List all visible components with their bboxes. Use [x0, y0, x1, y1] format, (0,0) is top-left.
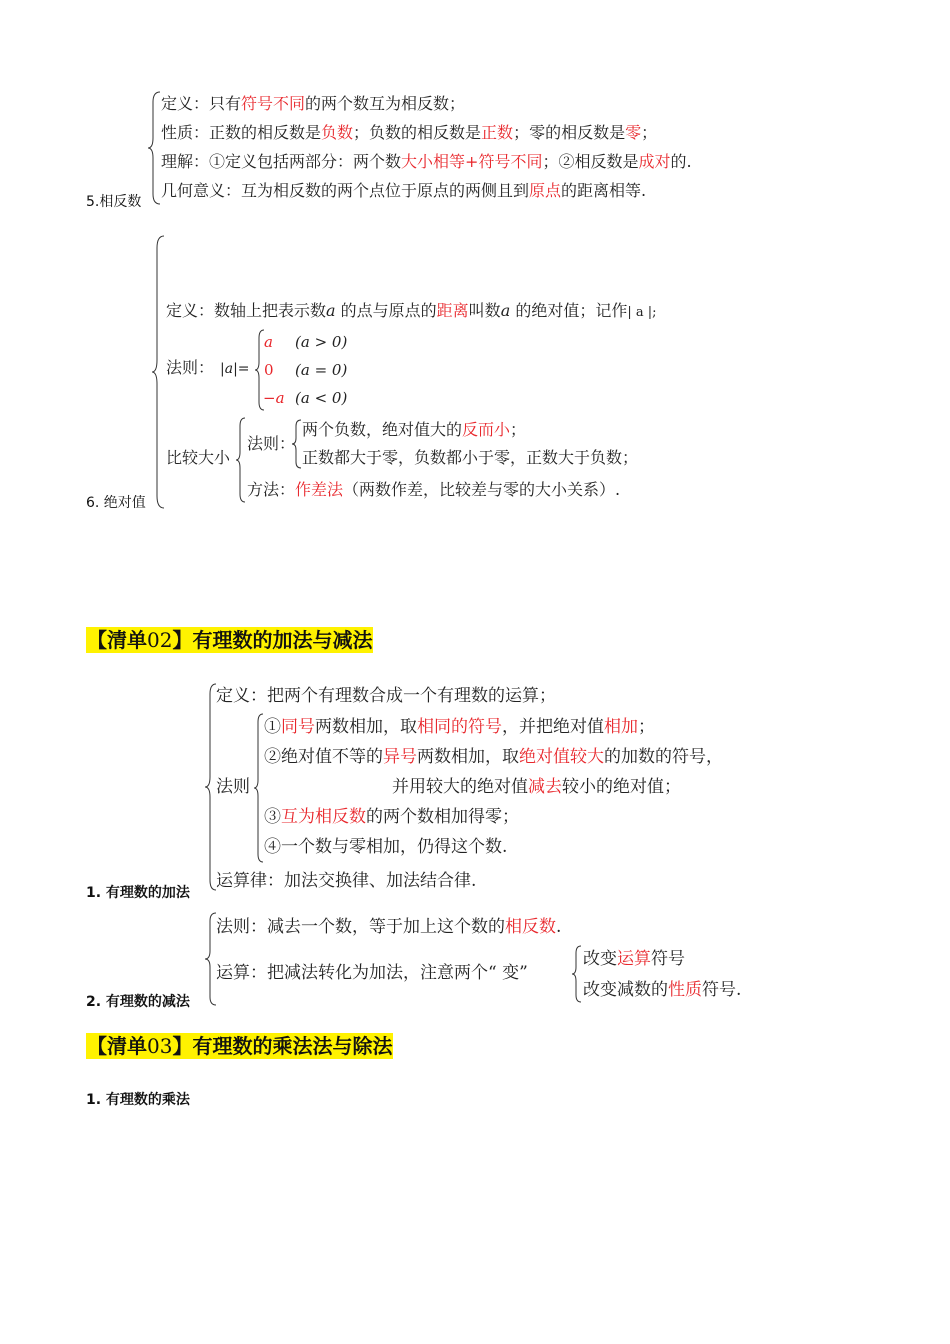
text: ③	[264, 807, 281, 827]
brace-addition-rules	[254, 714, 264, 862]
multiplication-label: 1. 有理数的乘法	[86, 1092, 190, 1108]
highlight: 符号不同	[478, 152, 543, 171]
case-condition: (a = 0)	[295, 361, 348, 379]
heading-title: 】有理数的乘法法与除法	[172, 1034, 393, 1058]
compare-rule-negatives	[302, 420, 526, 440]
addition-rule-1	[264, 716, 655, 738]
subtraction-operation: 运算：把减法转化为加法，注意两个“ 变”	[216, 963, 528, 983]
compare-method	[247, 480, 620, 500]
case-condition: (a < 0)	[295, 389, 348, 407]
highlight: 性质	[668, 980, 702, 1000]
sec6-compare-rule-label: 法则：	[247, 434, 296, 453]
change-subtrahend-sign	[583, 979, 741, 1001]
text: 法则：减去一个数，等于加上这个数的	[216, 917, 505, 937]
sec5-property	[161, 123, 657, 143]
subtraction-rule	[216, 916, 561, 938]
brace-sec6	[154, 236, 166, 508]
highlight: 同号	[281, 717, 315, 737]
highlight: 负数	[321, 123, 354, 142]
text: 的距离相等.	[561, 181, 647, 200]
sec6-compare-label: 比较大小	[166, 448, 231, 467]
text: ；	[510, 420, 527, 439]
text: （两数作差，比较差与零的大小关系）.	[343, 480, 621, 499]
highlight: 原点	[529, 181, 562, 200]
heading-list-02	[86, 627, 373, 653]
text: 改变减数的	[583, 980, 668, 1000]
text: 的两个数互为相反数；	[305, 94, 466, 113]
text: 较小的绝对值；	[562, 777, 681, 797]
text: 定义：数轴上把表示数	[166, 301, 327, 320]
highlight: 绝对值较大	[519, 747, 604, 767]
case-value: 0	[264, 361, 274, 379]
text: 两数相加，取	[315, 717, 417, 737]
highlight: 互为相反数	[281, 807, 366, 827]
case-condition: (a > 0)	[295, 333, 348, 351]
highlight: 反而小	[462, 420, 511, 439]
case-value: a	[264, 333, 273, 351]
highlight: 相反数	[505, 917, 556, 937]
variable: a	[500, 301, 511, 320]
addition-rule-2	[264, 746, 723, 768]
subtraction-label: 2. 有理数的减法	[86, 994, 190, 1010]
text: .	[556, 917, 562, 937]
text: 改变	[583, 949, 617, 969]
addition-rule-label: 法则	[216, 777, 250, 797]
sec6-rule-lhs: |a|=	[220, 361, 250, 377]
variable: a	[326, 301, 336, 320]
highlight: +	[465, 152, 479, 171]
sec6-rule-label: 法则：	[166, 358, 215, 377]
text: 的点与原点的	[335, 301, 437, 320]
sec5-geometric-meaning	[161, 181, 646, 201]
highlight: 减去	[528, 777, 562, 797]
text: 方法：	[247, 480, 296, 499]
text: 两个负数，绝对值大的	[302, 420, 463, 439]
text: 的加数的符号，	[604, 747, 723, 767]
sec5-label: 5.相反数	[86, 194, 142, 210]
heading-bracket: 【清单	[87, 1034, 147, 1058]
text: ；②相反数是	[542, 152, 639, 171]
text: 性质：正数的相反数是	[161, 123, 322, 142]
brace-compare	[236, 418, 246, 502]
text: 定义：只有	[161, 94, 242, 113]
sec6-label: 6. 绝对值	[86, 495, 146, 511]
brace-compare-rule	[292, 420, 302, 468]
addition-rule-3	[264, 806, 519, 828]
addition-label: 1. 有理数的加法	[86, 885, 190, 901]
text: ；	[641, 123, 658, 142]
highlight: 距离	[436, 301, 469, 320]
brace-subtraction-changes	[572, 946, 582, 1002]
text: 的.	[670, 152, 692, 171]
highlight: 成对	[638, 152, 671, 171]
compare-rule-signs: 正数都大于零，负数都小于零，正数大于负数；	[302, 448, 639, 467]
text: 两数相加，取	[417, 747, 519, 767]
addition-rule-2-cont	[392, 776, 681, 798]
text: ；负数的相反数是	[353, 123, 482, 142]
highlight: 作差法	[295, 480, 344, 499]
text: 几何意义：互为相反数的两个点位于原点的两侧且到	[161, 181, 530, 200]
heading-title: 】有理数的加法与减法	[172, 628, 373, 652]
text: ；零的相反数是	[513, 123, 626, 142]
abs-notation: | a |;	[627, 305, 657, 320]
sec5-definition	[161, 94, 465, 114]
text: ②绝对值不等的	[264, 747, 383, 767]
addition-rule-4: ④一个数与零相加，仍得这个数.	[264, 837, 508, 857]
case-value: −a	[263, 389, 285, 407]
highlight: 异号	[383, 747, 417, 767]
text: 符号.	[702, 980, 742, 1000]
text: 理解：①定义包括两部分：两个数	[161, 152, 402, 171]
highlight: 正数	[481, 123, 514, 142]
heading-list-03	[86, 1033, 393, 1059]
text: 符号	[651, 949, 685, 969]
highlight: 符号不同	[241, 94, 306, 113]
highlight: 零	[625, 123, 642, 142]
addition-definition: 定义：把两个有理数合成一个有理数的运算；	[216, 686, 556, 706]
highlight: 运算	[617, 949, 651, 969]
sec5-understanding	[161, 152, 692, 172]
addition-law: 运算律：加法交换律、加法结合律.	[216, 871, 477, 891]
change-operator-sign	[583, 948, 685, 970]
highlight: 相加	[604, 717, 638, 737]
text: 并用较大的绝对值	[392, 777, 528, 797]
heading-number: 02	[147, 628, 173, 652]
text: 叫数	[468, 301, 501, 320]
text: 的绝对值；记作	[510, 301, 628, 320]
text: ；	[638, 717, 655, 737]
highlight: 大小相等	[401, 152, 466, 171]
sec6-definition	[166, 301, 656, 323]
text: ①	[264, 717, 281, 737]
highlight: 相同的符号	[417, 717, 502, 737]
text: ，并把绝对值	[502, 717, 604, 737]
text: 的两个数相加得零；	[366, 807, 519, 827]
heading-bracket: 【清单	[87, 628, 147, 652]
heading-number: 03	[147, 1034, 173, 1058]
